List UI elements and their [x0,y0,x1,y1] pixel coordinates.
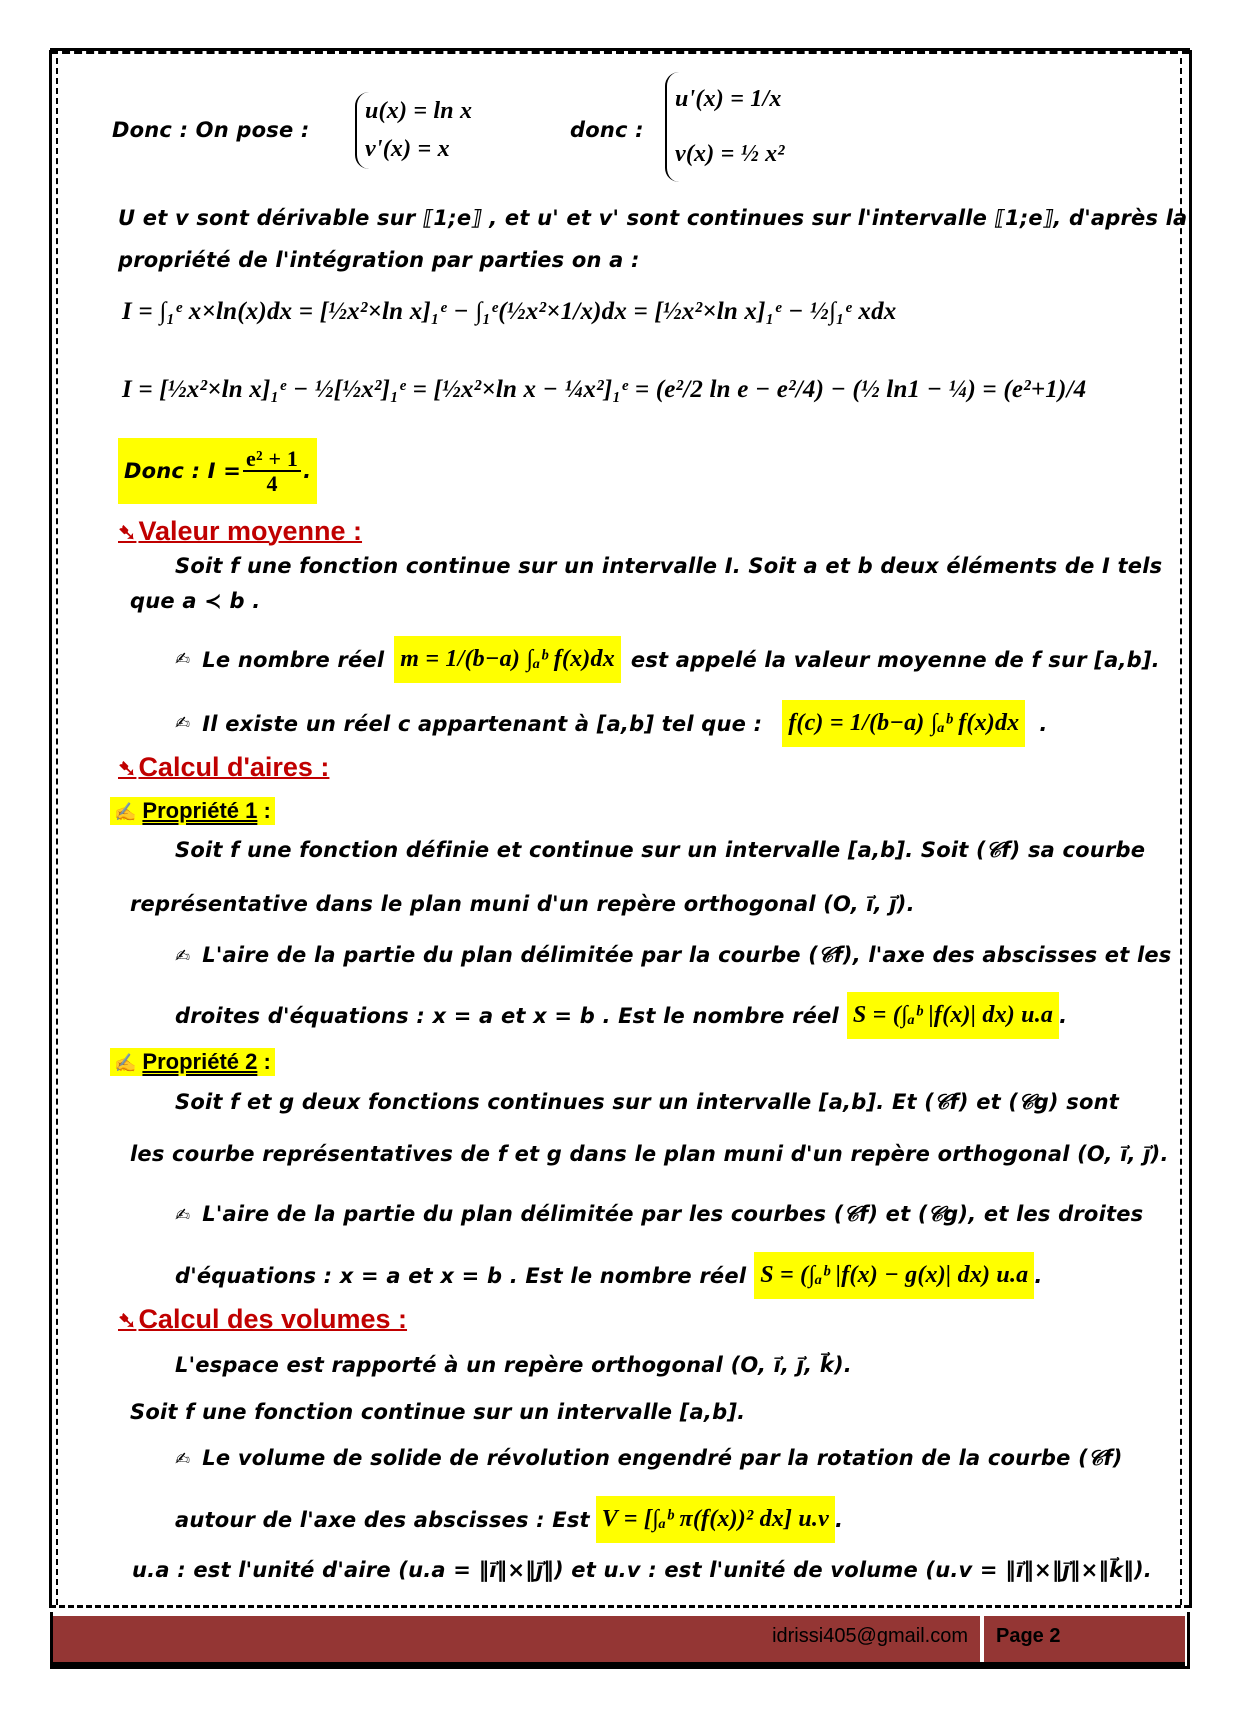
equation-line-1: I = ∫₁ᵉ x×ln(x)dx = [½x²×ln x]₁ᵉ − ∫₁ᵉ(½x²×1/x)dx = [½x²×ln x]₁ᵉ − ½∫₁ᵉ xdx [122,298,897,325]
vm-item-2-suffix: . [1039,711,1048,736]
footer-email: idrissi405@gmail.com [772,1625,968,1647]
prop2-item-suffix: . [1034,1263,1043,1288]
pen-icon: ✍ [175,1449,191,1470]
pen-icon: ✍ [175,1205,191,1226]
heading-calcul-aires-text: Calcul d'aires : [138,752,330,782]
footer-bottom-line [50,1666,1190,1669]
heading-calcul-aires [118,752,329,783]
property-1-label [110,797,275,825]
prop1-item-text: L'aire de la partie du plan délimitée par la courbe (𝒞f), l'axe des abscisses et les [202,943,1172,967]
vol-item-prefix: autour de l'axe des abscisses : Est [175,1507,590,1532]
vm-line-1: Soit f une fonction continue sur un intervalle I. Soit a et b deux éléments de I tels [175,554,1163,578]
prop2-item-line-2 [175,1252,1043,1299]
prop1-line-2: représentative dans le plan muni d'un repère orthogonal (O, i⃗, j⃗). [130,892,915,916]
result-box: Donc : I = $\frac{\text{e² + 1}}{4}$ . [118,438,317,504]
frame-left-dash [56,58,58,1605]
property-1-colon: : [257,798,271,823]
vol-formula-v: V = [∫ₐᵇ π(f(x))² dx] u.v [596,1496,835,1543]
pen-icon: ✍ [175,713,191,734]
pen-icon: ✍ [175,649,191,670]
system-2-eq-2: v(x) = ½ x² [675,141,785,168]
vol-line-1: L'espace est rapporté à un repère orthogonal (O, i⃗, j⃗, k⃗). [175,1353,852,1377]
pen-icon: ✍ [114,1053,137,1073]
property-2-text: Propriété 2 [142,1049,258,1074]
footer-separator [980,1616,984,1662]
vol-item-suffix: . [834,1507,844,1532]
derivable-text-1: U et v sont dérivable sur ⟦1;e⟧ , et u' et v' sont continues sur l'intervalle ⟦1;e⟧, d'après la [118,206,1188,230]
system-2-eq-1: u'(x) = 1/x [675,86,782,112]
property-2-label [110,1048,275,1076]
vol-item-text: Le volume de solide de révolution engendré par la rotation de la courbe (𝒞f) [202,1446,1123,1470]
prop1-formula-s: S = (∫ₐᵇ |f(x)| dx) u.a [847,992,1059,1039]
vm-item-1-suffix: est appelé la valeur moyenne de f sur [a,b]. [630,647,1160,672]
page-footer [50,1612,1190,1669]
prop2-item-prefix: d'équations : x = a et x = b . Est le nombre réel [175,1263,747,1288]
property-1-text: Propriété 1 [142,798,258,823]
arrow-icon: ➷ [118,1308,137,1333]
arrow-icon: ➷ [118,756,137,781]
result-fraction [243,447,301,495]
result-label: Donc : I = [124,459,241,483]
heading-calcul-volumes [118,1304,407,1335]
vol-item-line-1 [175,1446,1123,1471]
pen-icon: ✍ [175,946,191,967]
result-numerator: e² + 1 [243,447,301,472]
vm-formula-m: m = 1/(b−a) ∫ₐᵇ f(x)dx [394,636,621,683]
prop2-formula-s: S = (∫ₐᵇ |f(x) − g(x)| dx) u.a [754,1252,1034,1299]
vol-item-line-2 [175,1496,843,1543]
prop2-line-1: Soit f et g deux fonctions continues sur un intervalle [a,b]. Et (𝒞f) et (𝒞g) sont [175,1090,1119,1114]
system-1-eq-2: v'(x) = x [365,136,450,163]
equation-line-2: I = [½x²×ln x]₁ᵉ − ½[½x²]₁ᵉ = [½x²×ln x − ¼x²]₁ᵉ = (e²/2 ln e − e²/4) − (½ ln1 − ¼) = (e²+1)/4 [122,376,1087,403]
footer-right-border [1187,1612,1190,1666]
pen-icon: ✍ [114,802,137,822]
units-line: u.a : est l'unité d'aire (u.a = ‖i⃗‖×‖j⃗‖) et u.v : est l'unité de volume (u.v = ‖i⃗‖×‖j⃗‖×‖k⃗‖). [132,1558,1152,1582]
vm-item-1-prefix: Le nombre réel [202,647,385,672]
arrow-icon: ➷ [118,520,137,545]
page-number: Page 2 [996,1625,1061,1647]
result-denominator: 4 [266,471,278,496]
prop1-item-prefix: droites d'équations : x = a et x = b . Est le nombre réel [175,1003,839,1028]
prop2-line-2: les courbe représentatives de f et g dans le plan muni d'un repère orthogonal (O, i⃗, j⃗). [130,1142,1169,1166]
vm-line-2: que a ≺ b . [130,589,261,613]
prop2-item-line-1 [175,1202,1143,1227]
frame-right-dash [1180,58,1182,1605]
system-2 [665,72,785,182]
heading-calcul-volumes-text: Calcul des volumes : [138,1304,408,1334]
vm-formula-fc: f(c) = 1/(b−a) ∫ₐᵇ f(x)dx [782,700,1025,747]
vm-item-1 [175,636,1160,683]
heading-valeur-moyenne [118,516,362,547]
donc-label: donc : [570,118,644,142]
prop1-item-suffix: . [1059,1003,1068,1028]
on-pose-label: Donc : On pose : [112,118,310,142]
heading-valeur-moyenne-text: Valeur moyenne : [138,516,363,546]
system-1 [355,92,472,169]
vol-line-2: Soit f une fonction continue sur un intervalle [a,b]. [130,1400,746,1424]
derivable-text-2: propriété de l'intégration par parties on a : [118,248,640,272]
vm-item-2 [175,700,1048,747]
property-2-colon: : [257,1049,271,1074]
system-1-eq-1: u(x) = ln x [365,98,473,124]
prop1-line-1: Soit f une fonction définie et continue sur un intervalle [a,b]. Soit (𝒞f) sa courbe [175,838,1146,862]
prop1-item-line-1 [175,943,1172,968]
vm-item-2-prefix: Il existe un réel c appartenant à [a,b] tel que : [202,711,763,736]
prop1-item-line-2 [175,992,1067,1039]
prop2-item-text: L'aire de la partie du plan délimitée par les courbes (𝒞f) et (𝒞g), et les droites [202,1202,1144,1226]
frame-right-line [1189,50,1192,1608]
